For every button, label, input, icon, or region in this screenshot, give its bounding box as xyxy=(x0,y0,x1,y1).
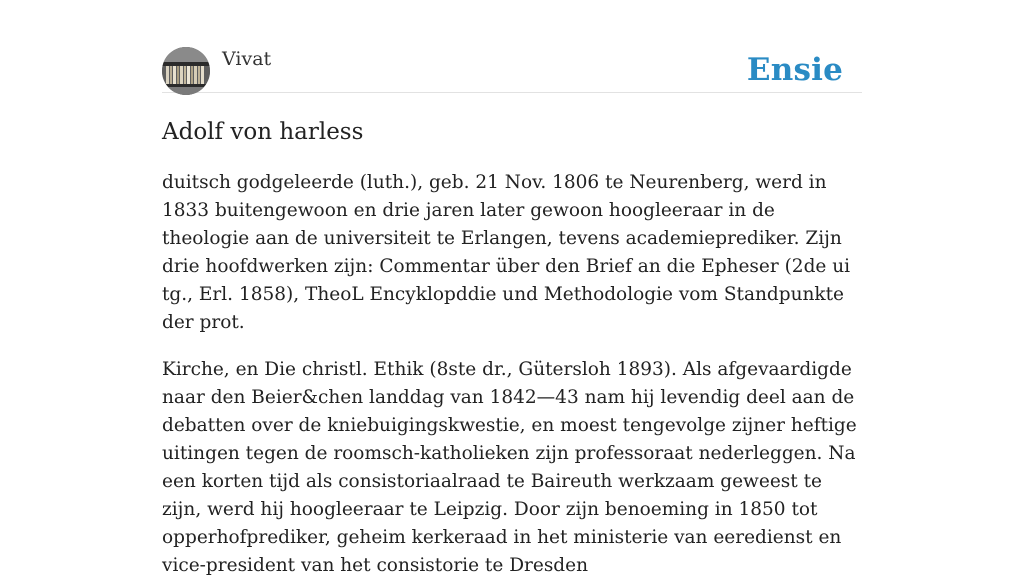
article-paragraph: Kirche, en Die christl. Ethik (8ste dr., Gütersloh 1893). Als afgevaardigde naar den Beier&chen landdag van 1842—43 nam hij levendig deel aan de debatten over de kniebuigingskwestie, en moest tengevolge zijner heftige uitingen tegen de roomsch-katholieken zijn professoraat nederleggen. Na een korten tijd als consistoriaalraad te Baireuth werkzaam geweest te zijn, werd hij hoogleeraar te Leipzig. Door zijn benoeming in 1850 tot opperhofprediker, geheim kerkeraad in het ministerie van eeredienst en vice-president van het consistorie te Dresden xyxy=(162,359,857,576)
article-paragraph: duitsch godgeleerde (luth.), geb. 21 Nov. 1806 te Neurenberg, werd in 1833 buitengewoon en drie jaren later gewoon hoogleeraar in de theologie aan de universiteit te Erlangen, tevens academieprediker. Zijn drie hoofdwerken zijn: Commentar über den Brief an die Epheser (2de ui tg., Erl. 1858), TheoL Encyklopddie und Methodologie vom Standpunkte der prot. xyxy=(162,172,851,333)
article-title: Adolf von harless xyxy=(162,119,364,145)
site-header xyxy=(162,0,862,93)
article-page xyxy=(162,0,862,580)
site-name[interactable]: Vivat xyxy=(222,48,272,70)
brand-logo[interactable]: Ensie xyxy=(746,52,843,88)
bookshelf-avatar-icon[interactable] xyxy=(162,47,210,95)
